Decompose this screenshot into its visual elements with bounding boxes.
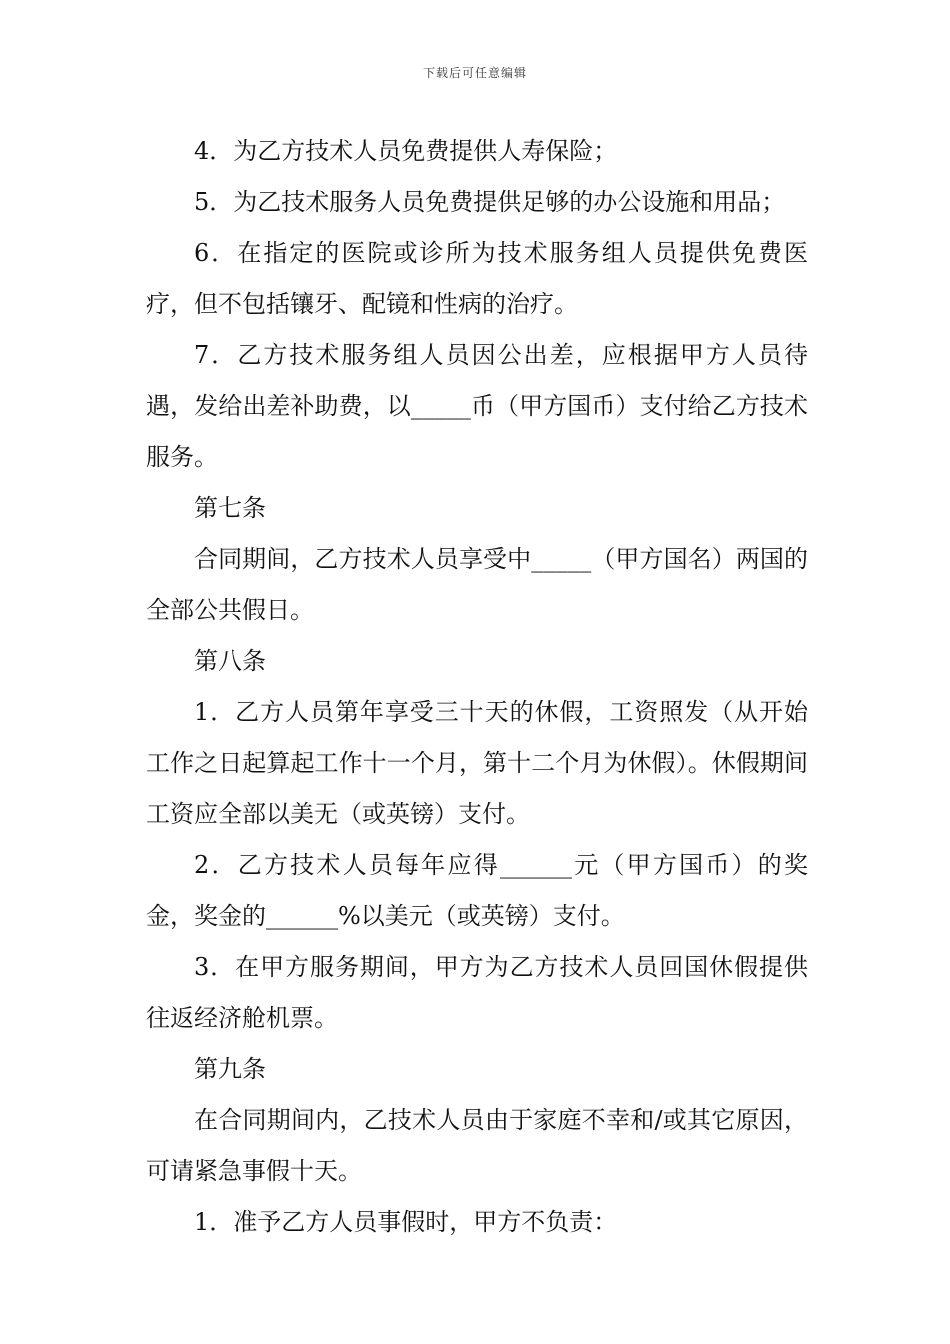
article-8-item-3: 3．在甲方服务期间，甲方为乙方技术人员回国休假提供往返经济舱机票。: [146, 953, 808, 1032]
article-9-body: 在合同期间内，乙技术人员由于家庭不幸和/或其它原因，可请紧急事假十天。: [146, 1106, 808, 1185]
article-9-item-1: 1．准予乙方人员事假时，甲方不负责：: [194, 1208, 618, 1236]
paragraph-item-5: 5．为乙技术服务人员免费提供足够的办公设施和用品；: [194, 188, 786, 216]
article-heading-9: 第九条: [194, 1055, 266, 1083]
article-heading-8: 第八条: [194, 647, 266, 675]
paragraph-item-4: 4．为乙方技术人员免费提供人寿保险；: [194, 137, 618, 165]
document-body: [146, 126, 808, 1248]
paragraph-item-7: 7．乙方技术服务组人员因公出差，应根据甲方人员待遇，发给出差补助费，以_____币（甲方国币）支付给乙方技术服务。: [146, 341, 808, 471]
article-8-item-1: 1．乙方人员第年享受三十天的休假，工资照发（从开始工作之日起算起工作十一个月，第十二个月为休假）。休假期间工资应全部以美无（或英镑）支付。: [146, 698, 808, 828]
article-7-body: 合同期间，乙方技术人员享受中_____（甲方国名）两国的全部公共假日。: [146, 545, 808, 624]
page-header: 下载后可任意编辑: [422, 66, 527, 80]
paragraph-item-6: 6．在指定的医院或诊所为技术服务组人员提供免费医疗，但不包括镶牙、配镜和性病的治疗。: [146, 239, 808, 318]
article-8-item-2: 2．乙方技术人员每年应得______元（甲方国币）的奖金，奖金的______%以美元（或英镑）支付。: [146, 851, 808, 930]
article-heading-7: 第七条: [194, 494, 266, 522]
